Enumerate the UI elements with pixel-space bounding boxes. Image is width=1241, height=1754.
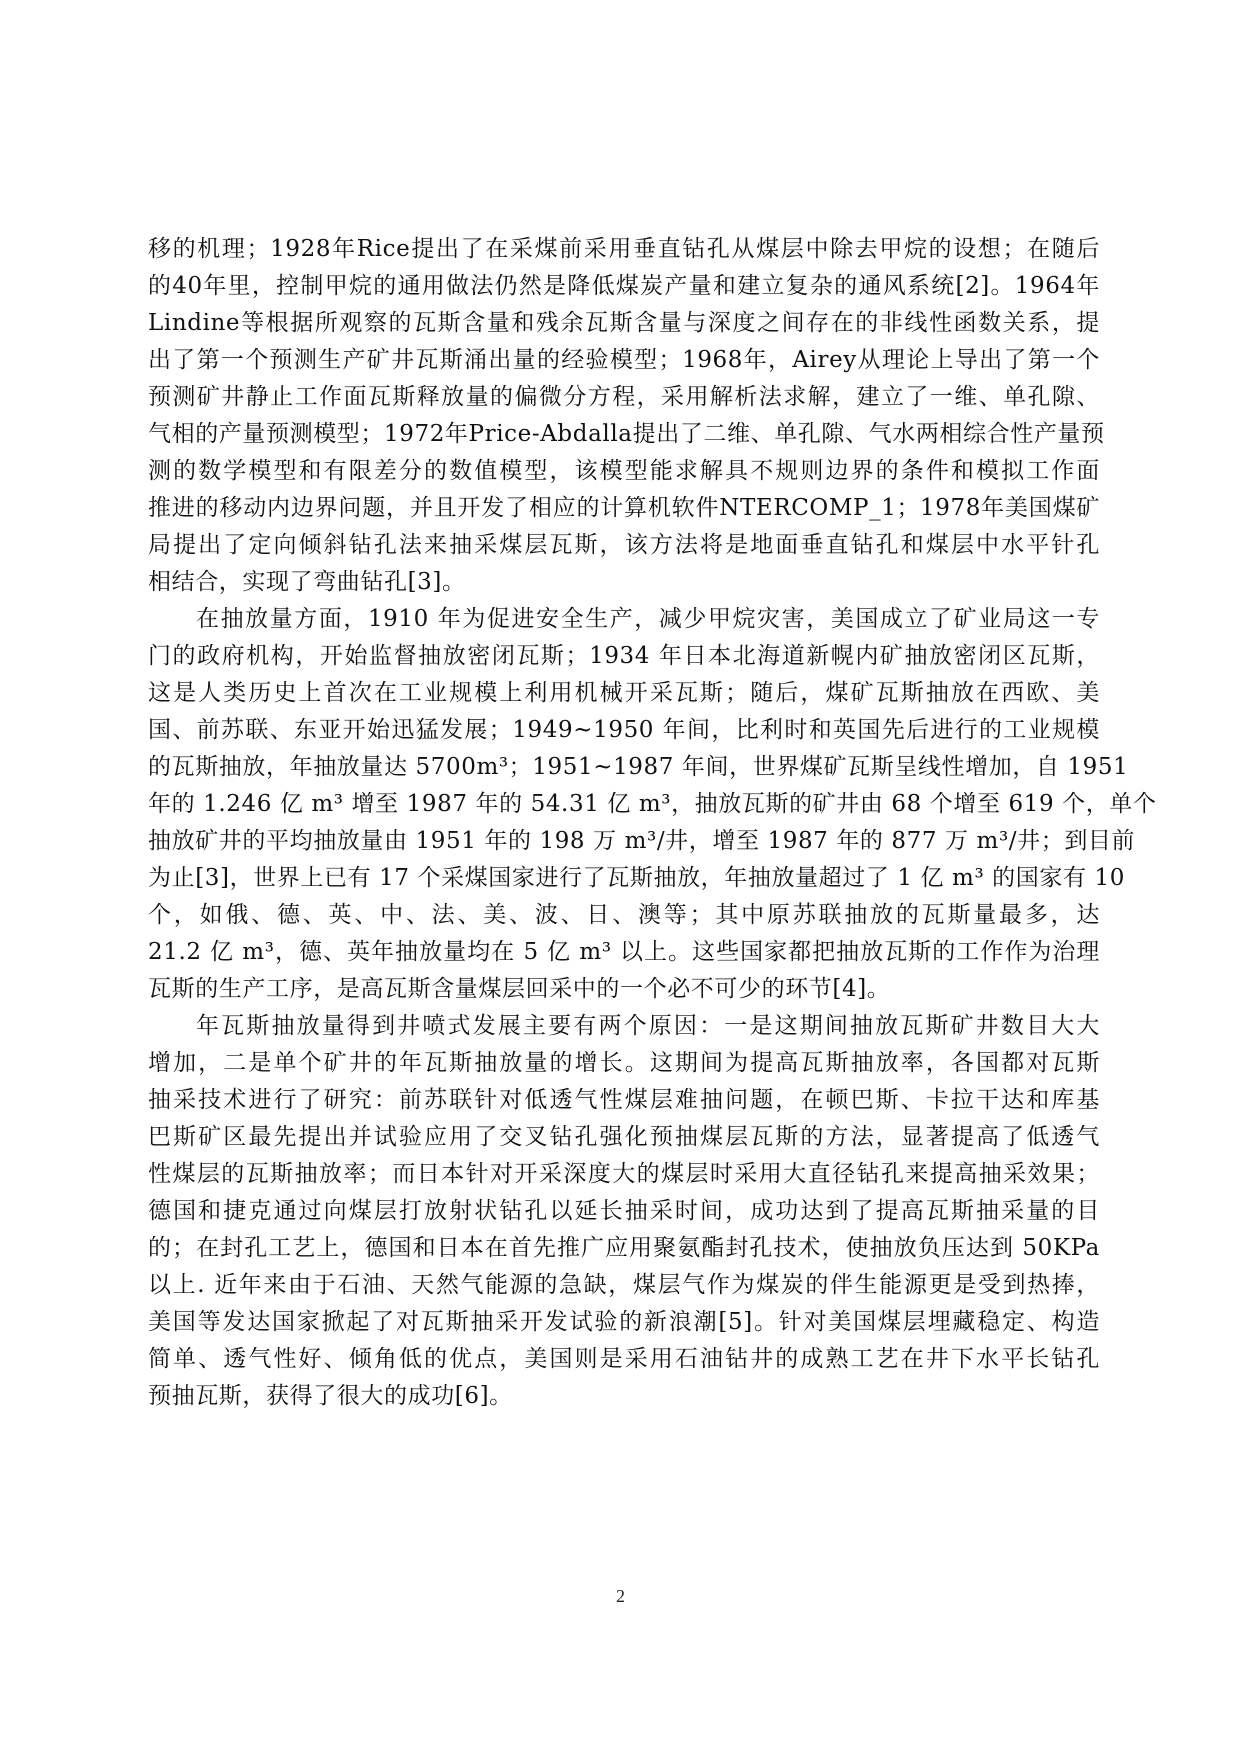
text-line: 个，如俄、德、英、中、法、美、波、日、澳等；其中原苏联抽放的瓦斯量最多，达 (148, 902, 1100, 928)
text-line: 气相的产量预测模型；1972年Price-Abdalla提出了二维、单孔隙、气水两相综合性产量预 (148, 421, 1105, 447)
text-line: 在抽放量方面，1910 年为促进安全生产，减少甲烷灾害，美国成立了矿业局这一专 (196, 606, 1100, 632)
text-line: 抽放矿井的平均抽放量由 1951 年的 198 万 m³/井，增至 1987 年的 877 万 m³/井；到目前 (148, 828, 1136, 854)
text-line: 的；在封孔工艺上，德国和日本在首先推广应用聚氨酯封孔技术，使抽放负压达到 50KPa (148, 1235, 1100, 1261)
text-line: 21.2 亿 m³，德、英年抽放量均在 5 亿 m³ 以上。这些国家都把抽放瓦斯的工作作为治理 (148, 939, 1100, 965)
text-line: 以上. 近年来由于石油、天然气能源的急缺，煤层气作为煤炭的伴生能源更是受到热捧， (148, 1272, 1100, 1298)
text-line: 为止[3]，世界上已有 17 个采煤国家进行了瓦斯抽放，年抽放量超过了 1 亿 m³ 的国家有 10 (148, 865, 1125, 891)
text-line: 巴斯矿区最先提出并试验应用了交叉钻孔强化预抽煤层瓦斯的方法，显著提高了低透气 (148, 1124, 1100, 1150)
text-line: 德国和捷克通过向煤层打放射状钻孔以延长抽采时间，成功达到了提高瓦斯抽采量的目 (148, 1198, 1100, 1224)
text-line: 瓦斯的生产工序，是高瓦斯含量煤层回采中的一个必不可少的环节[4]。 (148, 976, 891, 1002)
text-line: 出了第一个预测生产矿井瓦斯涌出量的经验模型；1968年，Airey从理论上导出了第一个 (148, 347, 1100, 373)
text-line: 性煤层的瓦斯抽放率；而日本针对开采深度大的煤层时采用大直径钻孔来提高抽采效果； (148, 1161, 1100, 1187)
text-line: 预抽瓦斯，获得了很大的成功[6]。 (148, 1383, 513, 1409)
text-line: 抽采技术进行了研究：前苏联针对低透气性煤层难抽问题，在顿巴斯、卡拉干达和库基 (148, 1087, 1100, 1113)
text-line: 预测矿井静止工作面瓦斯释放量的偏微分方程，采用解析法求解，建立了一维、单孔隙、 (148, 384, 1100, 410)
page-number: 2 (616, 1586, 625, 1606)
text-line: 简单、透气性好、倾角低的优点，美国则是采用石油钻井的成熟工艺在井下水平长钻孔 (148, 1346, 1100, 1372)
text-line: 推进的移动内边界问题，并且开发了相应的计算机软件NTERCOMP_1；1978年美国煤矿 (148, 495, 1100, 521)
text-line: 门的政府机构，开始监督抽放密闭瓦斯；1934 年日本北海道新幌内矿抽放密闭区瓦斯， (148, 643, 1100, 669)
text-line: 年瓦斯抽放量得到井喷式发展主要有两个原因：一是这期间抽放瓦斯矿井数目大大 (196, 1013, 1100, 1039)
text-line: 的40年里，控制甲烷的通用做法仍然是降低煤炭产量和建立复杂的通风系统[2]。1964年 (148, 273, 1100, 299)
text-line: 美国等发达国家掀起了对瓦斯抽采开发试验的新浪潮[5]。针对美国煤层埋藏稳定、构造 (148, 1309, 1100, 1335)
text-line: 增加，二是单个矿井的年瓦斯抽放量的增长。这期间为提高瓦斯抽放率，各国都对瓦斯 (148, 1050, 1100, 1076)
text-line: 年的 1.246 亿 m³ 增至 1987 年的 54.31 亿 m³，抽放瓦斯的矿井由 68 个增至 619 个，单个 (148, 791, 1157, 817)
text-line: 局提出了定向倾斜钻孔法来抽采煤层瓦斯，该方法将是地面垂直钻孔和煤层中水平针孔 (148, 532, 1100, 558)
document-body (148, 232, 1157, 1732)
text-line: 国、前苏联、东亚开始迅猛发展；1949~1950 年间，比利时和英国先后进行的工业规模 (148, 717, 1100, 743)
text-line: 测的数学模型和有限差分的数值模型，该模型能求解具不规则边界的条件和模拟工作面 (148, 458, 1100, 484)
text-line: 移的机理；1928年Rice提出了在采煤前采用垂直钻孔从煤层中除去甲烷的设想；在随后 (148, 236, 1100, 262)
text-line: 的瓦斯抽放，年抽放量达 5700m³；1951~1987 年间，世界煤矿瓦斯呈线性增加，自 1951 (148, 754, 1129, 780)
text-line: 相结合，实现了弯曲钻孔[3]。 (148, 569, 466, 595)
text-line: 这是人类历史上首次在工业规模上利用机械开采瓦斯；随后，煤矿瓦斯抽放在西欧、美 (148, 680, 1100, 706)
text-line: Lindine等根据所观察的瓦斯含量和残余瓦斯含量与深度之间存在的非线性函数关系，提 (148, 310, 1100, 336)
